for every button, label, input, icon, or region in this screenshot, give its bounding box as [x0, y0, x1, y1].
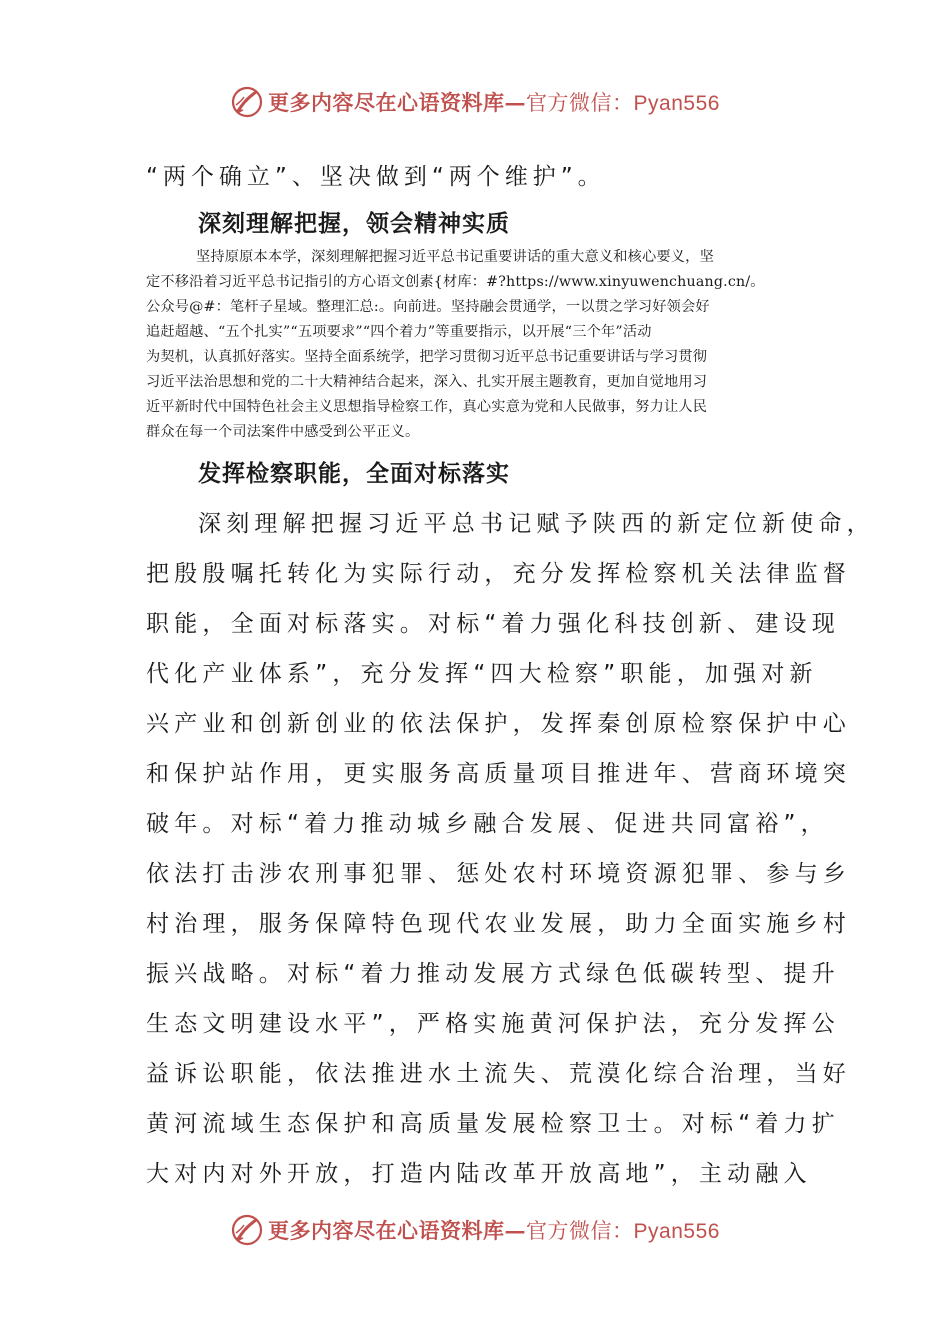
section2-line: 振兴战略。对标“着力推动发展方式绿色低碳转型、提升 — [146, 961, 840, 987]
section2-line: 益诉讼职能，依法推进水土流失、荒漠化综合治理，当好 — [146, 1061, 851, 1087]
section1-line: 群众在每一个司法案件中感受到公平正义。 — [146, 424, 420, 440]
section2-line: 依法打击涉农刑事犯罪、惩处农村环境资源犯罪、参与乡 — [146, 861, 851, 887]
section2-line: 深刻理解把握习近平总书记赋予陕西的新定位新使命， — [198, 511, 875, 537]
section1-line: 追赶超越、“五个扎实”“五项要求”“四个着力”等重要指示，以开展“三个年”活动 — [146, 324, 652, 340]
section2-line: 村治理，服务保障特色现代农业发展，助力全面实施乡村 — [146, 911, 851, 937]
header-banner — [0, 82, 950, 122]
section2-line: 黄河流域生态保护和高质量发展检察卫士。对标“着力扩 — [146, 1111, 840, 1137]
section2-line: 破年。对标“着力推动城乡融合发展、促进共同富裕”， — [146, 811, 829, 837]
banner-title: 更多内容尽在心语资料库— — [268, 1218, 527, 1243]
opening-line: “两个确立”、坚决做到“两个维护”。 — [146, 164, 606, 190]
section2-line: 大对内对外开放，打造内陆改革开放高地”，主动融入 — [146, 1161, 812, 1187]
footer-banner — [0, 1210, 950, 1250]
section2-line: 职能，全面对标落实。对标“着力强化科技创新、建设现 — [146, 611, 840, 637]
section1-line: 定不移沿着习近平总书记指引的方心语文创素{材库：#?https://www.xinyuwenchuang.cn/。 — [146, 274, 765, 290]
section2-line: 生态文明建设水平”，严格实施黄河保护法，充分发挥公 — [146, 1011, 840, 1037]
section1-line: 习近平法治思想和党的二十大精神结合起来，深入、扎实开展主题教育，更加自觉地用习 — [146, 374, 708, 390]
section1-line: 公众号@#：笔杆子星域。整理汇总:。向前进。坚持融会贯通学，一以贯之学习好领会好 — [146, 299, 710, 315]
section2-line: 兴产业和创新创业的依法保护，发挥秦创原检察保护中心 — [146, 711, 851, 737]
banner-wechat: 官方微信：Pyan556 — [526, 92, 720, 115]
pen-seal-icon — [230, 85, 264, 119]
section1-line: 近平新时代中国特色社会主义思想指导检察工作，真心实意为党和人民做事，努力让人民 — [146, 399, 708, 415]
banner-title: 更多内容尽在心语资料库— — [268, 90, 527, 115]
section1-line: 坚持原原本本学，深刻理解把握习近平总书记重要讲话的重大意义和核心要义，坚 — [196, 249, 714, 265]
section1-heading: 深刻理解把握，领会精神实质 — [198, 211, 510, 237]
section1-line: 为契机，认真抓好落实。坚持全面系统学，把学习贯彻习近平总书记重要讲话与学习贯彻 — [146, 349, 708, 365]
section2-heading: 发挥检察职能，全面对标落实 — [198, 461, 510, 487]
pen-seal-icon — [230, 1213, 264, 1247]
section2-line: 和保护站作用，更实服务高质量项目推进年、营商环境突 — [146, 761, 851, 787]
banner-wechat: 官方微信：Pyan556 — [526, 1220, 720, 1243]
section2-line: 把殷殷嘱托转化为实际行动，充分发挥检察机关法律监督 — [146, 561, 851, 587]
section2-line: 代化产业体系”，充分发挥“四大检察”职能，加强对新 — [146, 661, 818, 687]
